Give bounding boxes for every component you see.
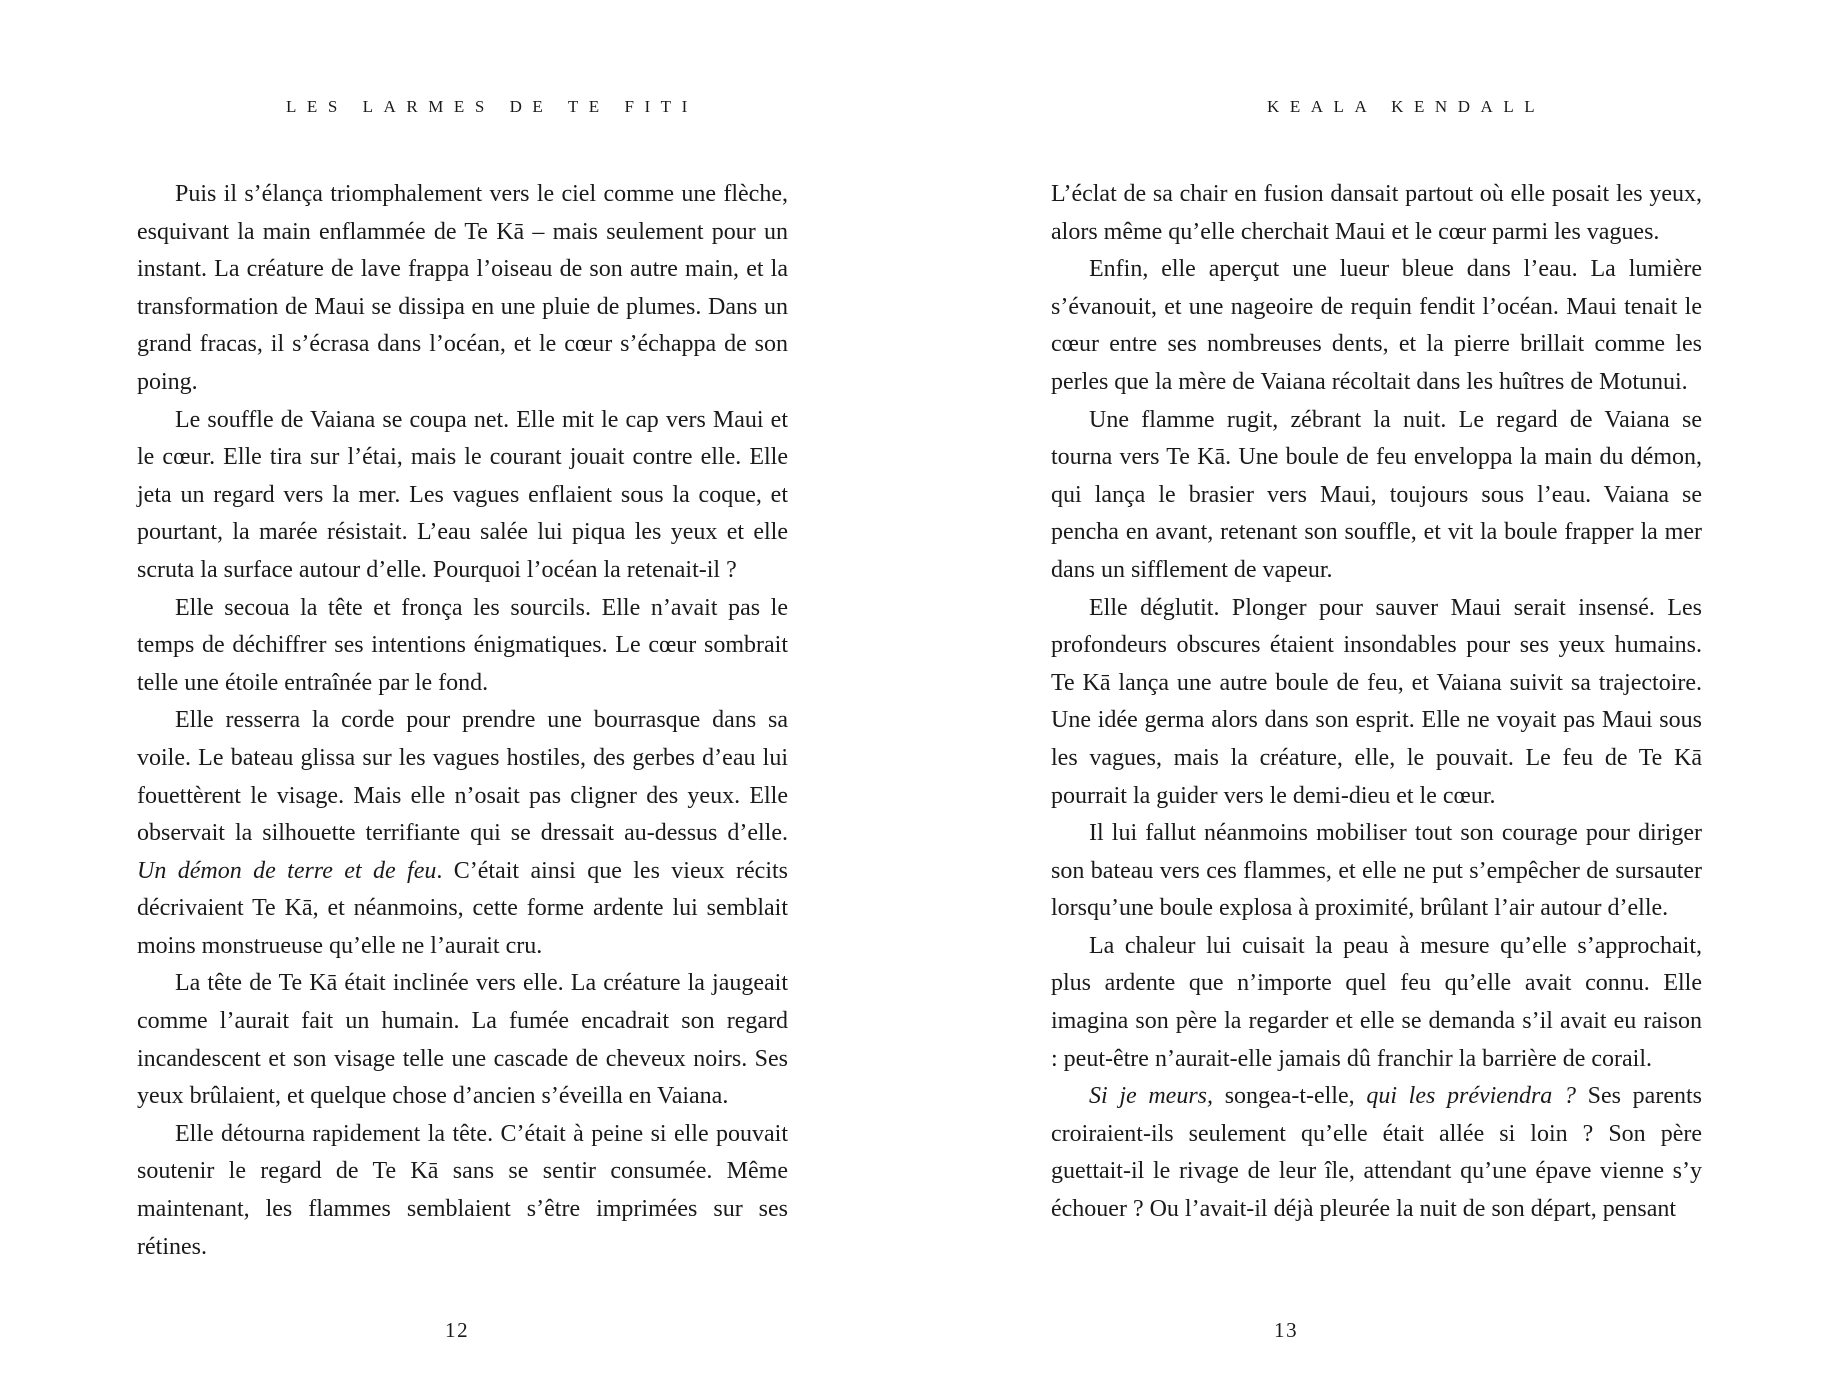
text-run: La chaleur lui cuisait la peau à mesure qu’elle s’approchait, plus ardente que n’importe quel feu qu’elle avait connu. Elle imagina son père la regarder et elle se demanda s’il avait eu raison : peut-être n’aurait-elle jamais dû franchir la barrière de corail. [1051, 932, 1702, 1072]
paragraph [1051, 815, 1702, 928]
running-head-book-title: LES LARMES DE TE FITI [286, 97, 698, 116]
paragraph [1051, 1078, 1702, 1228]
paragraph [1051, 176, 1702, 251]
text-run: L’éclat de sa chair en fusion dansait partout où elle posait les yeux, alors même qu’elle cherchait Maui et le cœur parmi les vagues. [1051, 181, 1702, 245]
paragraph [1051, 402, 1702, 590]
page-number-left: 12 [445, 1318, 470, 1342]
body-text-left [137, 176, 788, 1266]
italic-run: Si je meurs, [1089, 1083, 1214, 1110]
paragraph [1051, 590, 1702, 816]
paragraph [137, 965, 788, 1115]
right-page [913, 0, 1826, 1400]
text-run: Elle secoua la tête et fronça les sourcils. Elle n’avait pas le temps de déchiffrer ses intentions énigmatiques. Le cœur sombrait telle une étoile entraînée par le fond. [137, 594, 788, 696]
text-run: Puis il s’élança triomphalement vers le ciel comme une flèche, esquivant la main enflammée de Te Kā – mais seulement pour un instant. La créature de lave frappa l’oiseau de son autre main, et la transformation de Maui se dissipa en une pluie de plumes. Dans un grand fracas, il s’écrasa dans l’océan, et le cœur s’échappa de son poing. [137, 181, 788, 395]
text-run: songea-t-elle, [1213, 1083, 1367, 1110]
paragraph [1051, 928, 1702, 1078]
text-run: . C’était ainsi que les vieux récits décrivaient Te Kā, et néanmoins, cette forme ardente lui semblait moins monstrueuse qu’elle ne l’aurait cru. [137, 857, 788, 959]
running-head-author: KEALA KENDALL [1267, 97, 1546, 116]
text-run: Enfin, elle aperçut une lueur bleue dans l’eau. La lumière s’évanouit, et une nageoire de requin fendit l’océan. Maui tenait le cœur entre ses nombreuses dents, et la pierre brillait comme les perles que la mère de Vaiana récoltait dans les huîtres de Motunui. [1051, 256, 1702, 395]
paragraph [137, 702, 788, 965]
paragraph [137, 590, 788, 703]
text-run: Ses parents croiraient-ils seulement qu’elle était allée si loin ? Son père guettait-il le rivage de leur île, attendant qu’une épave vienne s’y échouer ? Ou l’avait-il déjà pleurée la nuit de son départ, pensant [1051, 1083, 1702, 1223]
italic-run: qui les préviendra ? [1366, 1083, 1576, 1110]
text-run: Il lui fallut néanmoins mobiliser tout son courage pour diriger son bateau vers ces flammes, et elle ne put s’empêcher de sursauter lorsqu’une boule explosa à proximité, brûlant l’air autour d’elle. [1051, 820, 1702, 922]
paragraph [137, 176, 788, 402]
text-run: Une flamme rugit, zébrant la nuit. Le regard de Vaiana se tourna vers Te Kā. Une boule de feu enveloppa la main du démon, qui lança le brasier vers Maui, toujours sous l’eau. Vaiana se pencha en avant, retenant son souffle, et vit la boule frapper la mer dans un sifflement de vapeur. [1051, 406, 1702, 583]
body-text-right [1051, 176, 1702, 1229]
page-number-right: 13 [1274, 1318, 1299, 1342]
text-run: Elle détourna rapidement la tête. C’était à peine si elle pouvait soutenir le regard de Te Kā sans se sentir consumée. Même maintenant, les flammes semblaient s’être imprimées sur ses rétines. [137, 1120, 788, 1260]
italic-run: Un démon de terre et de feu [137, 857, 437, 884]
text-run: Elle resserra la corde pour prendre une bourrasque dans sa voile. Le bateau glissa sur les vagues hostiles, des gerbes d’eau lui fouettèrent le visage. Mais elle n’osait pas cligner des yeux. Elle observait la silhouette terrifiante qui se dressait au-dessus d’elle. [137, 707, 788, 847]
text-run: Elle déglutit. Plonger pour sauver Maui serait insensé. Les profondeurs obscures étaient insondables pour ses yeux humains. Te Kā lança une autre boule de feu, et Vaiana suivit sa trajectoire. Une idée germa alors dans son esprit. Elle ne voyait pas Maui sous les vagues, mais la créature, elle, le pouvait. Le feu de Te Kā pourrait la guider vers le demi-dieu et le cœur. [1051, 594, 1702, 809]
text-run: La tête de Te Kā était inclinée vers elle. La créature la jaugeait comme l’aurait fait un humain. La fumée encadrait son regard incandescent et son visage telle une cascade de cheveux noirs. Ses yeux brûlaient, et quelque chose d’ancien s’éveilla en Vaiana. [137, 970, 788, 1110]
paragraph [1051, 251, 1702, 401]
text-run: Le souffle de Vaiana se coupa net. Elle mit le cap vers Maui et le cœur. Elle tira sur l’étai, mais le courant jouait contre elle. Elle jeta un regard vers la mer. Les vagues enflaient sous la coque, et pourtant, la marée résistait. L’eau salée lui piqua les yeux et elle scruta la surface autour d’elle. Pourquoi l’océan la retenait-il ? [137, 406, 788, 583]
paragraph [137, 1116, 788, 1266]
paragraph [137, 402, 788, 590]
